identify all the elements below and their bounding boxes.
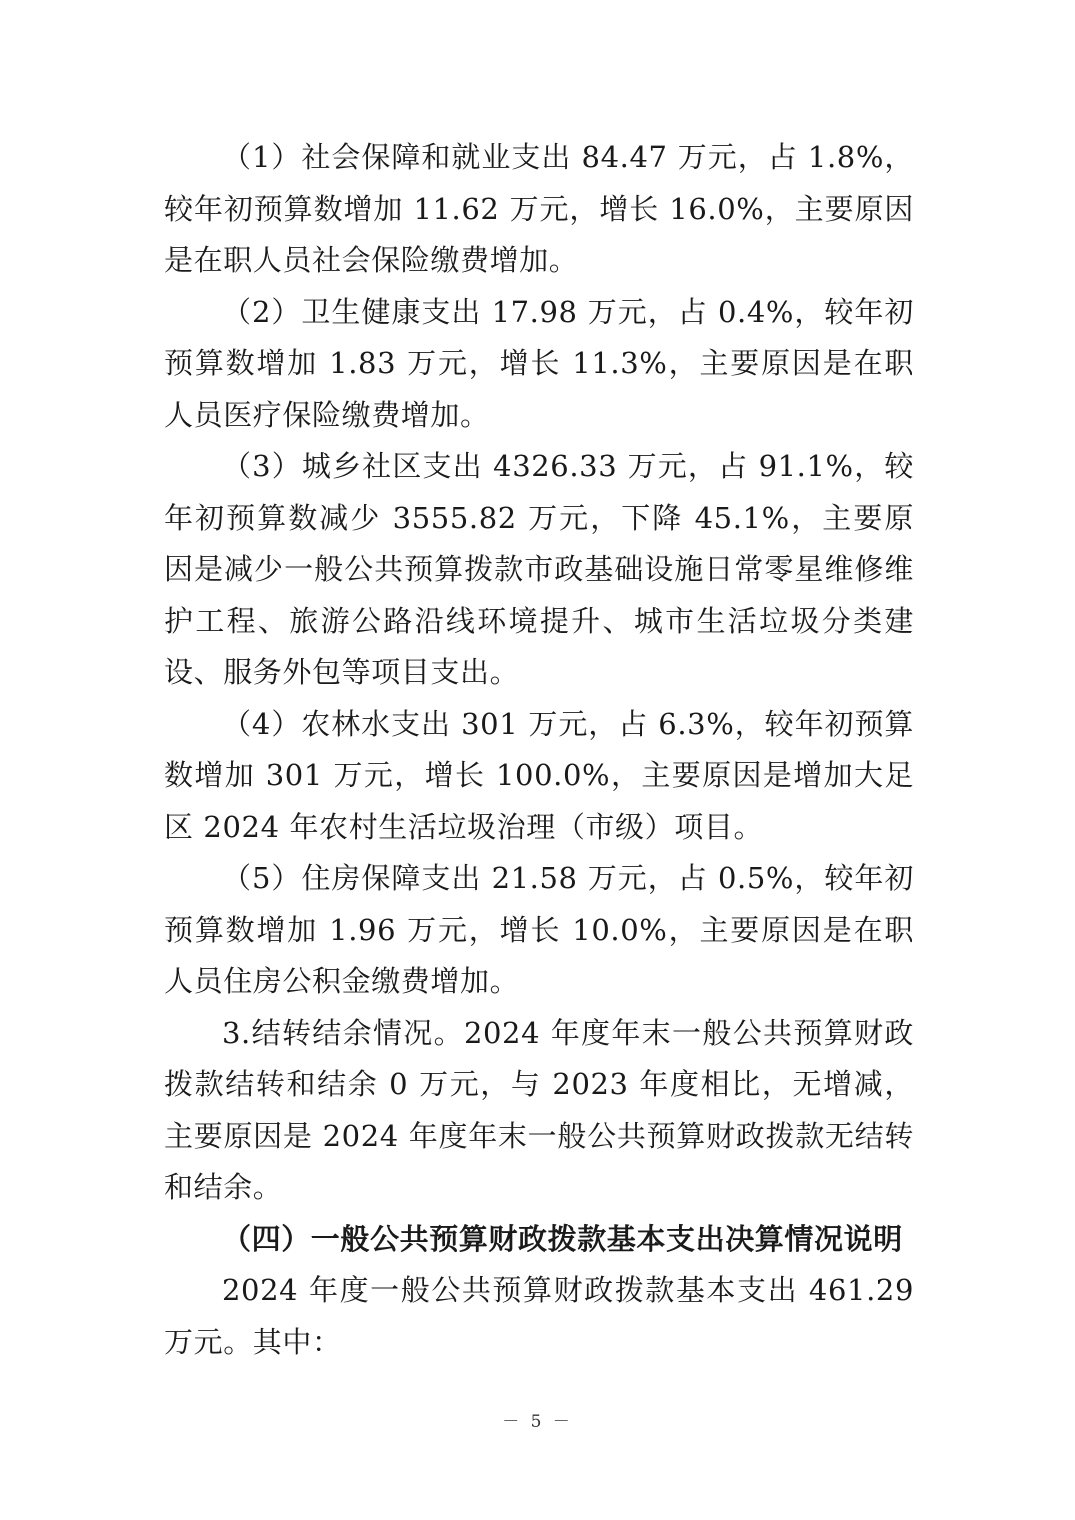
section-heading: （四）一般公共预算财政拨款基本支出决算情况说明 [222,1221,903,1256]
paragraph-carryover: 3.结转结余情况。2024 年度年末一般公共预算财政拨款结转和结余 0 万元，与 2023 年度相比，无增减，主要原因是 2024 年度年末一般公共预算财政拨款无结转和结余。 [164,1015,914,1204]
document-body [164,132,914,1368]
paragraph-housing: （5）住房保障支出 21.58 万元，占 0.5%，较年初预算数增加 1.96 万元，增长 10.0%，主要原因是在职人员住房公积金缴费增加。 [164,861,914,998]
paragraph-urban-rural: （3）城乡社区支出 4326.33 万元，占 91.1%，较年初预算数减少 3555.82 万元，下降 45.1%，主要原因是减少一般公共预算拨款市政基础设施日常零星维修维护工程、旅游公路沿线环境提升、城市生活垃圾分类建设、服务外包等项目支出。 [164,449,914,689]
paragraph-health: （2）卫生健康支出 17.98 万元，占 0.4%，较年初预算数增加 1.83 万元，增长 11.3%，主要原因是在职人员医疗保险缴费增加。 [164,294,914,432]
paragraph-agriculture: （4）农林水支出 301 万元，占 6.3%，较年初预算数增加 301 万元，增长 100.0%，主要原因是增加大足区 2024 年农村生活垃圾治理（市级）项目。 [164,706,914,844]
page-number: － 5 － [502,1412,573,1432]
paragraph-basic-expenditure: 2024 年度一般公共预算财政拨款基本支出 461.29 万元。其中： [164,1273,914,1359]
paragraph-social-security: （1）社会保障和就业支出 84.47 万元，占 1.8%，较年初预算数增加 11.62 万元，增长 16.0%，主要原因是在职人员社会保险缴费增加。 [164,140,914,277]
